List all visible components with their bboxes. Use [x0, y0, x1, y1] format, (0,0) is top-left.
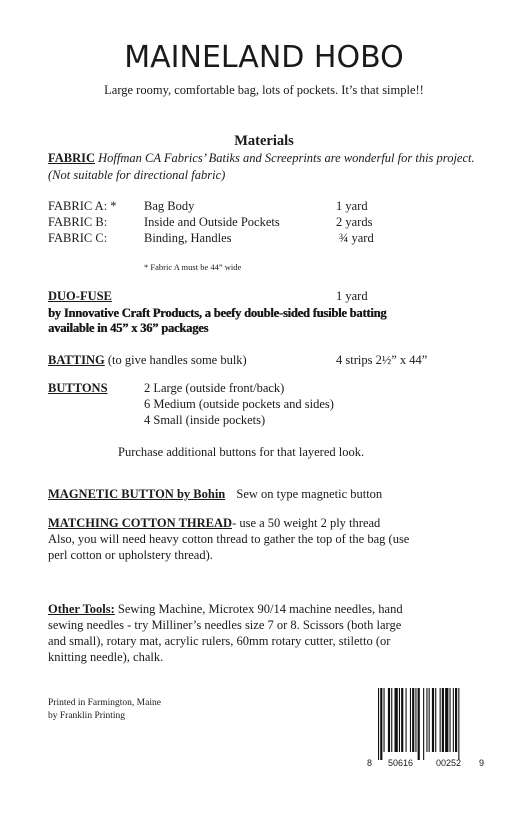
barcode-bar — [453, 688, 454, 752]
tools-line3: and small), rotary mat, acrylic rulers, 60mm rotary cutter, stiletto (or — [48, 634, 391, 648]
barcode-bar — [401, 688, 403, 752]
batting-note: (to give handles some bulk) — [107, 353, 247, 367]
duofuse-qty: 1 yard — [336, 289, 368, 303]
barcode-bar — [395, 688, 398, 752]
subtitle: Large roomy, comfortable bag, lots of pockets. It’s that simple!! — [104, 83, 424, 97]
barcode-bar — [378, 688, 379, 760]
duofuse-label: DUO-FUSE — [48, 289, 112, 303]
fabric-c-use: Binding, Handles — [144, 231, 232, 245]
tools-line1 — [48, 602, 403, 617]
buttons-item-small: 4 Small (inside pockets) — [144, 413, 266, 427]
magnetic-label: MAGNETIC BUTTON by Bohin — [48, 487, 226, 501]
barcode-bar — [445, 688, 448, 752]
barcode-bar — [458, 688, 459, 760]
fabric-a-qty: 1 yard — [336, 199, 368, 213]
batting-label: BATTING — [48, 353, 105, 367]
fabric-b-name: FABRIC B: — [48, 215, 108, 229]
fabric-label: FABRIC — [48, 151, 95, 165]
tools-line4: knitting needle), chalk. — [48, 650, 164, 664]
magnetic-line — [48, 487, 382, 502]
thread-text: - use a 50 weight 2 ply thread — [232, 516, 381, 530]
barcode-bar — [380, 688, 382, 760]
barcode-bar — [399, 688, 400, 752]
barcode-bar — [415, 688, 416, 752]
barcode-bar — [440, 688, 441, 752]
barcode-bar — [426, 688, 427, 752]
barcode-bar — [406, 688, 407, 752]
barcode-bar — [410, 688, 411, 752]
fabric-c-qty: ¾ yard — [339, 231, 374, 245]
fabric-b-use: Inside and Outside Pockets — [144, 215, 280, 229]
batting-line — [48, 353, 247, 368]
page-title: MAINELAND HOBO — [124, 40, 404, 75]
barcode-lead-digit: 8 — [367, 758, 373, 768]
fabric-note: Hoffman CA Fabrics’ Batiks and Screeprints are wonderful for this project. (Not suitable for directional fabric) — [48, 151, 475, 182]
buttons-extra: Purchase additional buttons for that layered look. — [118, 445, 365, 459]
thread-line2: Also, you will need heavy cotton thread to gather the top of the bag (use — [48, 532, 410, 546]
fabric-b-qty: 2 yards — [336, 215, 373, 229]
materials-heading: Materials — [234, 133, 294, 149]
barcode-bar — [450, 688, 451, 752]
barcode-bar — [435, 688, 436, 752]
barcode-right-digits: 00252 — [436, 758, 462, 768]
fabric-a-use: Bag Body — [144, 199, 195, 213]
duofuse-desc-line2: available in 45” x 36” packages — [48, 321, 209, 335]
barcode-check-digit: 9 — [479, 758, 485, 768]
fabric-a-name: FABRIC A: * — [48, 199, 117, 213]
footer-line1: Printed in Farmington, Maine — [48, 698, 161, 708]
tools-label: Other Tools: — [48, 602, 115, 616]
barcode-bar — [412, 688, 414, 752]
barcode-bar — [429, 688, 430, 752]
thread-line — [48, 516, 380, 531]
barcode-bar — [442, 688, 444, 752]
fabric-section — [48, 150, 488, 184]
tools-line2: sewing needles - try Milliner’s needles size 7 or 8. Scissors (both large — [48, 618, 402, 632]
footer-line2: by Franklin Printing — [48, 711, 126, 721]
magnetic-text: Sew on type magnetic button — [236, 487, 383, 501]
fabric-c-name: FABRIC C: — [48, 231, 108, 245]
barcode-graphic — [378, 688, 494, 760]
buttons-item-large: 2 Large (outside front/back) — [144, 381, 285, 395]
barcode-left-digits: 50616 — [388, 758, 414, 768]
fabric-footnote: * Fabric A must be 44” wide — [144, 262, 242, 272]
barcode-bar — [391, 688, 392, 752]
batting-qty: 4 strips 2½” x 44” — [336, 353, 428, 367]
barcode-bar — [423, 688, 424, 760]
duofuse-desc-line1: by Innovative Craft Products, a beefy double-sided fusible batting — [48, 306, 387, 320]
barcode-bar — [384, 688, 385, 752]
tools-text1: Sewing Machine, Microtex 90/14 machine needles, hand — [114, 602, 403, 616]
buttons-item-medium: 6 Medium (outside pockets and sides) — [144, 397, 334, 411]
barcode-bar — [455, 688, 457, 752]
thread-line3: perl cotton or upholstery thread). — [48, 548, 213, 562]
barcode-bar — [418, 688, 420, 760]
barcode-bar — [432, 688, 434, 752]
barcode-bar — [388, 688, 390, 752]
buttons-label: BUTTONS — [48, 381, 108, 395]
thread-label: MATCHING COTTON THREAD — [48, 516, 233, 530]
